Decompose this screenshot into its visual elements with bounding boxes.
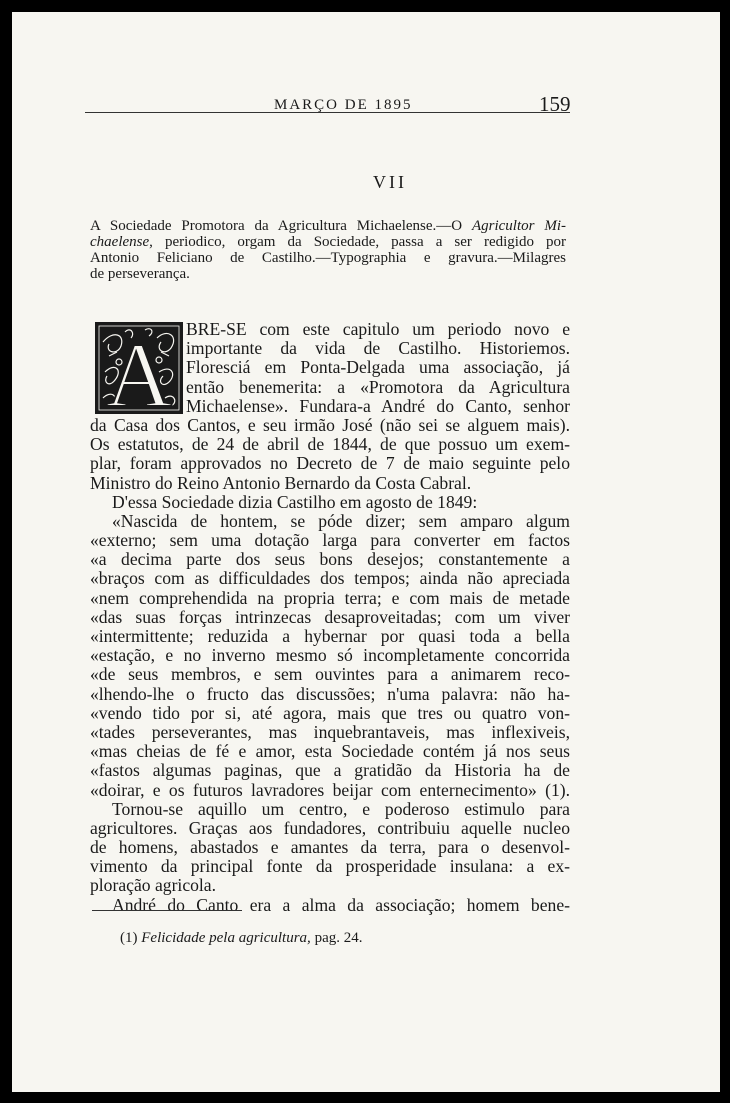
body-line: André do Canto era a alma da associação; homem bene-: [112, 894, 570, 915]
footnote-rule: [92, 910, 242, 911]
body-line: BRE-SE com este capitulo um periodo novo e: [186, 319, 570, 339]
body-line: Michaelense». Fundara-a André do Canto, senhor: [186, 395, 570, 416]
header-rule: [85, 112, 570, 113]
summary-line: Antonio Feliciano de Castilho.—Typographia e gravura.—Milagres: [90, 250, 566, 266]
body-line: «braços com as difficuldades dos tempos; ainda não apreciada: [90, 568, 570, 589]
drop-cap-letter: A: [105, 324, 173, 414]
footnote-mark: (1): [120, 930, 138, 946]
body-line: Ministro do Reino Antonio Bernardo da Costa Cabral.: [90, 472, 472, 493]
body-line: Tornou-se aquillo um centro, e poderoso estimulo para: [112, 798, 570, 819]
chapter-numeral: VII: [373, 172, 407, 192]
body-line: «fastos algumas paginas, que a gratidão da Historia ha de: [90, 760, 570, 781]
page-number: 159: [539, 92, 571, 116]
body-line: «estação, e no inverno mesmo só incompletamente concorrida: [90, 645, 570, 666]
body-line: «das suas forças intrinzecas desaproveitadas; com um viver: [90, 606, 570, 627]
body-text: [90, 320, 570, 915]
body-line: plar, foram approvados no Decreto de 7 de maio seguinte pelo: [90, 453, 570, 474]
body-line: «intermittente; reduzida a hybernar por quasi toda a bella: [90, 626, 570, 646]
summary-line: A Sociedade Promotora da Agricultura Michaelense.—O Agricultor Mi-: [90, 218, 566, 234]
summary-line: chaelense, periodico, orgam da Sociedade, passa a ser redigido por: [90, 234, 566, 250]
body-line: Os estatutos, de 24 de abril de 1844, de que possuo um exem-: [90, 434, 570, 455]
footnote-page: pag. 24.: [314, 930, 363, 946]
body-line: «mas cheias de fé e amor, esta Sociedade contém já nos seus: [90, 741, 570, 762]
body-line: «vendo tido por si, até agora, mais que tres ou quatro von-: [90, 702, 570, 723]
footnote: [120, 930, 362, 947]
running-head: MARÇO DE 1895: [274, 97, 413, 113]
summary-line: de perseverança.: [90, 266, 190, 282]
body-line: «de seus membros, e sem ouvintes para a animarem reco-: [90, 664, 570, 685]
body-line: «doirar, e os futuros lavradores beijar com enternecimento» (1).: [90, 779, 570, 800]
body-line: «Nascida de hontem, se póde dizer; sem amparo algum: [112, 510, 570, 531]
body-line: agricultores. Graças aos fundadores, contribuiu aquelle nucleo: [90, 817, 570, 838]
body-line: «a decima parte dos seus bons desejos; constantemente a: [90, 549, 570, 570]
chapter-summary: [90, 218, 566, 282]
body-line: então benemerita: a «Promotora da Agricultura: [186, 376, 570, 397]
footnote-title: Felicidade pela agricultura,: [141, 930, 311, 946]
body-line: «tades perseverantes, mas inquebrantaveis, mas inflexiveis,: [90, 721, 570, 742]
body-line: D'essa Sociedade dizia Castilho em agosto de 1849:: [112, 491, 478, 512]
body-line: Floresciá em Ponta-Delgada uma associação, já: [186, 357, 570, 378]
body-line: da Casa dos Cantos, e seu irmão José (não sei se alguem mais).: [90, 414, 570, 435]
body-line: importante da vida de Castilho. Historiemos.: [186, 338, 570, 359]
body-line: «nem comprehendida na propria terra; e com mais de metade: [90, 587, 570, 608]
body-line: vimento da principal fonte da prosperidade insulana: a ex-: [90, 856, 570, 877]
body-line: de homens, abastados e amantes da terra, para o desenvol-: [90, 837, 570, 858]
body-line: «lhendo-lhe o fructo das discussões; n'uma palavra: não ha-: [90, 683, 570, 704]
body-line: «externo; sem uma dotação larga para converter em factos: [90, 530, 570, 551]
body-line: ploração agricola.: [90, 875, 217, 896]
